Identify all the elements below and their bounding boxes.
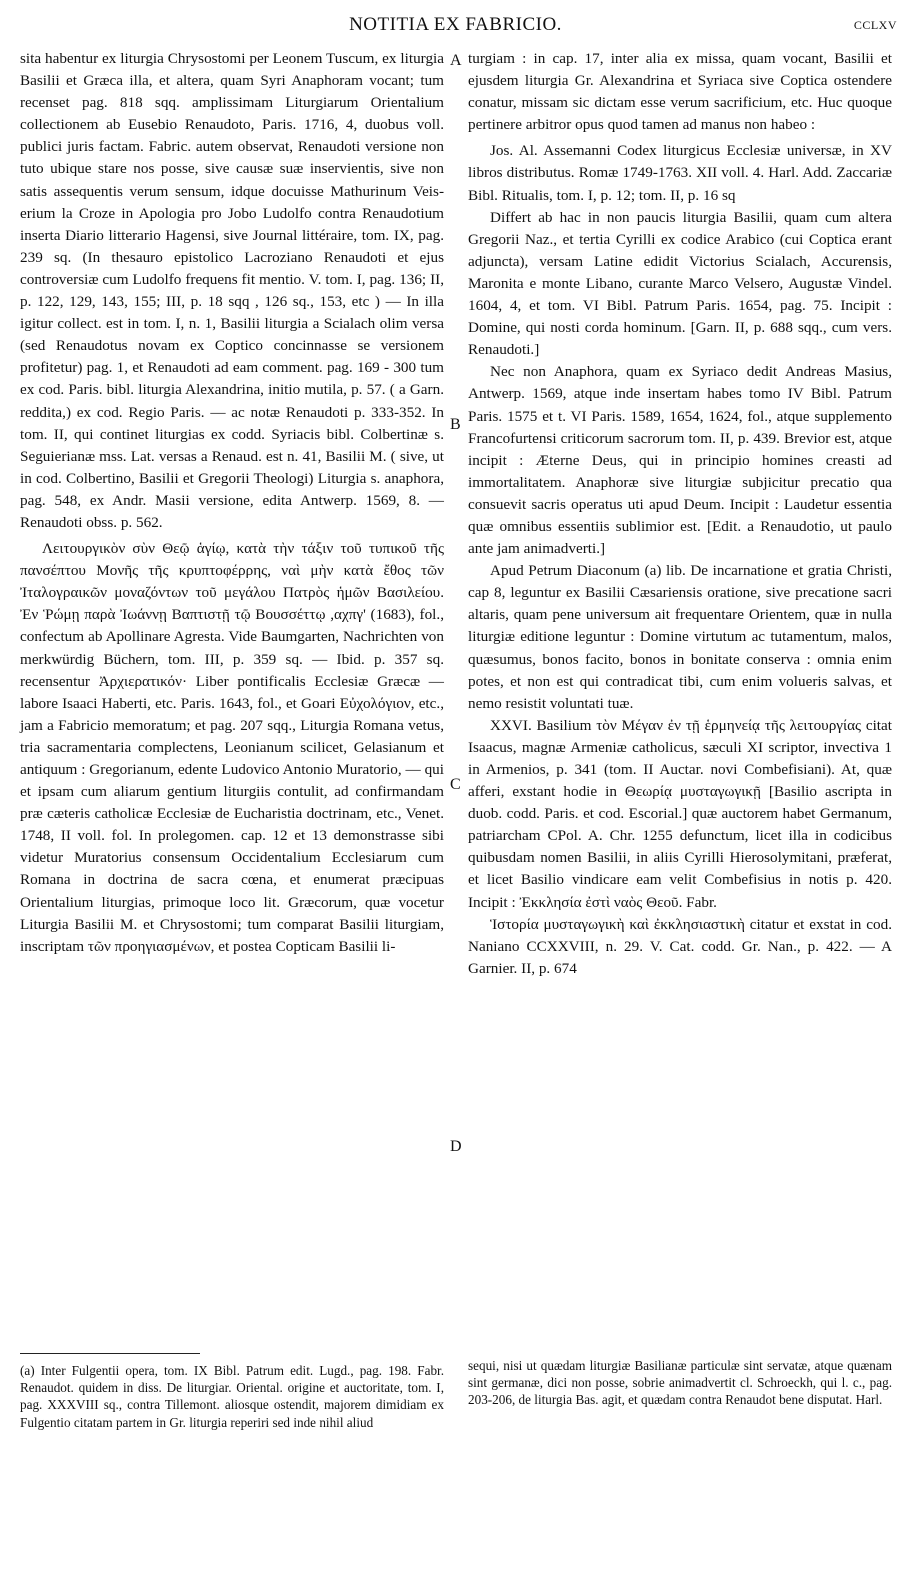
right-paragraph: Jos. Al. Assemanni Codex liturgicus Ecclesiæ universæ, in XV libros distributus. Romæ 1749-1763. XII voll. 4. Harl. Add. Zaccariæ Bibl. Ritualis, tom. I, p. 12; tom. II, p. 16 sq xyxy=(468,142,892,204)
running-title: NOTITIA EX FABRICIO. xyxy=(349,14,562,35)
page-number: CCLXV xyxy=(853,18,897,32)
footnote-left: (a) Inter Fulgentii opera, tom. IX Bibl. Patrum edit. Lugd., pag. 198. Fabr. Renaudot. quidem in diss. De liturgiar. Oriental. origine et auctoritate, tom. I, pag. XXXVIII sq., contra Tillemont. aliosque ostendit, majorem dimidiam ex Fulgentio citatam partem in Gr. liturgia reperiri sed inde nihil aliud xyxy=(20,1363,444,1430)
right-paragraph: Differt ab hac in non paucis liturgia Basilii, quam cum altera Gregorii Naz., et tertia Cyrilli ex codice Arabico (cui Coptica erant adjuncta), versam Latine edidit Victorius Scialach, Accurensis, Maronita e monte Libano, curante Marco Velsero, Augustæ Vindel. 1604, 4, et tom. VI Bibl. Patrum Paris. 1654, pag. 75. Incipit : Domine, qui nosti corda hominum. [Garn. II, p. 688 sqq., cum vers. Renaudoti.] xyxy=(468,208,892,359)
footnote-right: sequi, nisi ut quædam liturgiæ Basilianæ particulæ sint servatæ, atque quænam sint germanæ, dici non posse, sobrie animadvertit cl. Schroeckh, qui l. c., pag. 203-206, de liturgia Bas. agit, et quædam contra Renaudot bene disputat. Harl. xyxy=(468,1358,892,1408)
right-paragraph: Apud Petrum Diaconum (a) lib. De incarnatione et gratia Christi, cap 8, leguntur ex Basilii Cæsariensis oratione, sive precatione sacri altaris, quam pene universum ait frequentare Orientem, quæ in nulla liturgiæ editione leguntur : Domine virtutum ac tutamentum, malos, quæsumus, bonos facito, bonos in bonitate conserva : omnia enim potes, et non est qui contradicat tibi, cum enim volueris salvas, et nemo resistit voluntati tuæ. xyxy=(468,562,892,712)
left-column xyxy=(20,48,444,958)
footnote-rule xyxy=(20,1353,200,1354)
page-header xyxy=(0,0,911,40)
right-paragraph: turgiam : in cap. 17, inter alia ex missa, quam vocant, Basilii et ejusdem liturgia Gr. Alexandrina et Syriaca sive Coptica ostendere conatur, missam sic dictam esse verum sacrificium, etc. Huc quoque pertinere arbitror opus quod tamen ad manus non habeo : xyxy=(468,50,892,134)
right-paragraph: Ἱστορία μυσταγωγικὴ καὶ ἐκκλησιαστικὴ citatur et exstat in cod. Naniano CCXXVIII, n. 29. V. Cat. codd. Gr. Nan., p. 422. — A Garnier. II, p. 674 xyxy=(468,915,892,977)
left-paragraph: sita habentur ex liturgia Chrysostomi per Leonem Tuscum, ex liturgia Basilii et Græca illa, et altera, quam Syri Anaphoram vocant; tum recenset pag. 818 sqq. amplissimam Liturgiarum Orientalium collectionem ab Eusebio Renaudoto, Paris. 1716, 4, duobus voll. publici juris factam. Fabric. autem observat, Renaudoti versione non tuto ubique stare nos posse, sive causæ suæ inservientis, sive non satis assequentis verum sensum, idque docuisse Mathurinum Veis-erium la Croze in Apologia pro Jobo Ludolfo contra Renaudotium inserta Diario litterario Hagensi, sive Journal littéraire, tom. IX, pag. 239 sq. (In thesauro epistolico Lacroziano Renaudoti et ejus controversiæ cum Ludolfo frequens fit mentio. V. tom. I, pag. 136; II, p. 122, 129, 143, 155; III, p. 18 sqq , 126 sq., 153, etc ) — In illa igitur collect. est in tom. I, n. 1, Basilii liturgia a Scialach olim versa (sed Renaudotus novam ex Coptico concinnasse se versionem profitetur) pag. 1, et Renaudoti ad eam comment. pag. 169 - 300 tum ex cod. Paris. bibl. liturgia Alexandrina, initio mutila, p. 57. ( a Garn. reddita,) ex cod. Regio Paris. — ac notæ Renaudoti p. 333-352. In tom. II, qui continet liturgias ex codd. Syriacis bibl. Colbertinæ s. Seguierianæ mss. Lat. versas a Renaud. est n. 41, Basilii M. ( sive, ut in cod. Colbertino, Basilii et Gregorii Theologi) Liturgia s. anaphora, pag. 548, ex Andr. Masii versione, edita Antwerp. 1569, 8. — Renaudoti obss. p. 562. xyxy=(20,50,444,531)
margin-letter-b: B xyxy=(450,416,461,433)
margin-letter-a: A xyxy=(450,52,462,69)
right-paragraph: Nec non Anaphora, quam ex Syriaco dedit Andreas Masius, Antwerp. 1569, atque inde insertam habes tomo IV Bibl. Patrum Paris. 1575 et t. VI Paris. 1589, 1654, 1624, fol., atque supplemento Francofurtensi criticorum sacrorum tom. II, p. 439. Brevior est, atque incipit : Æterne Deus, qui in principio homines creasti ad immortalitatem. Anaphoræ sive liturgiæ subjicitur precatio qua consuevit sacris operatus uti apud Deum. Incipit : Laudetur essentia quæ omnibus essentiis sublimior est. [Edit. a Renaudotio, ut paulo ante jam animadverti.] xyxy=(468,363,892,558)
margin-letter-c: C xyxy=(450,776,461,793)
left-paragraph: Λειτουργικὸν σὺν Θεῷ ἁγίῳ, κατὰ τὴν τάξιν τοῦ τυπικοῦ τῆς πανσέπτου Μονῆς τῆς κρυπτοφέρρης, ναὶ μὴν κατὰ ἔθος τῶν Ἰταλογραικῶν μοναζόντων τοῦ μεγάλου Πατρὸς ἡμῶν Βασιλείου. Ἐν Ῥώμῃ παρὰ Ἰωάννῃ Βαπτιστῇ τῷ Βουσσέττῳ ,αχπγ' (1683), fol., confectum ab Apollinare Agresta. Vide Baumgarten, Nachrichten von merkwürdig Büchern, tom. III, p. 359 sq. — Ibid. p. 357 sq. recensentur Ἀρχιερατικόν· Liber pontificalis Ecclesiæ Græcæ — labore Isaaci Haberti, etc. Paris. 1643, fol., et Goari Εὐχολόγιον, etc., jam a Fabricio memoratum; et pag. 207 sqq., Liturgia Romana vetus, tria sacramentaria complectens, Leonianum scilicet, Gelasianum et antiquum : Gregorianum, edente Ludovico Antonio Muratorio, — qui et ipsam cum aliarum gentium liturgiis contulit, ad confirmandam præ cæteris catholicæ Ecclesiæ de Eucharistia doctrinam, etc., Venet. 1748, II voll. fol. In prolegomen. cap. 12 et 13 demonstrasse sibi videtur Muratorius consensum Occidentalium Ecclesiarum cum Romana in doctrina de sacra cœna, et enumerat præcipuas Orientalium liturgias, primoque loco lit. Græcorum, quæ vocetur Liturgia Basilii M. et Chrysostomi; tum comparat Basilii liturgiam, inscriptam τῶν προηγιασμένων, et postea Copticam Basilii li- xyxy=(20,540,444,955)
right-column xyxy=(468,48,892,980)
margin-letter-d: D xyxy=(450,1138,462,1155)
right-paragraph: XXVI. Basilium τὸν Μέγαν ἐν τῇ ἑρμηνείᾳ τῆς λειτουργίας citat Isaacus, magnæ Armeniæ catholicus, sæculi XI scriptor, invectiva 1 in Armenios, p. 341 (tom. II Auctar. novi Combefisiani). At, quæ afferi, exstant hodie in Θεωρίᾳ μυσταγωγικῇ [Basilio ascripta in duob. codd. Paris. et cod. Escorial.] quæ auctorem habet Germanum, patriarcham CPol. A. Chr. 1255 defunctum, licet illa in codicibus quibusdam nomen Basilii, in aliis Cyrilli Hierosolymitani, præferat, et licet Basilio vindicare eam velit Combefisius in notis p. 420. Incipit : Ἐκκλησία ἐστὶ ναὸς Θεοῦ. Fabr. xyxy=(468,716,892,911)
